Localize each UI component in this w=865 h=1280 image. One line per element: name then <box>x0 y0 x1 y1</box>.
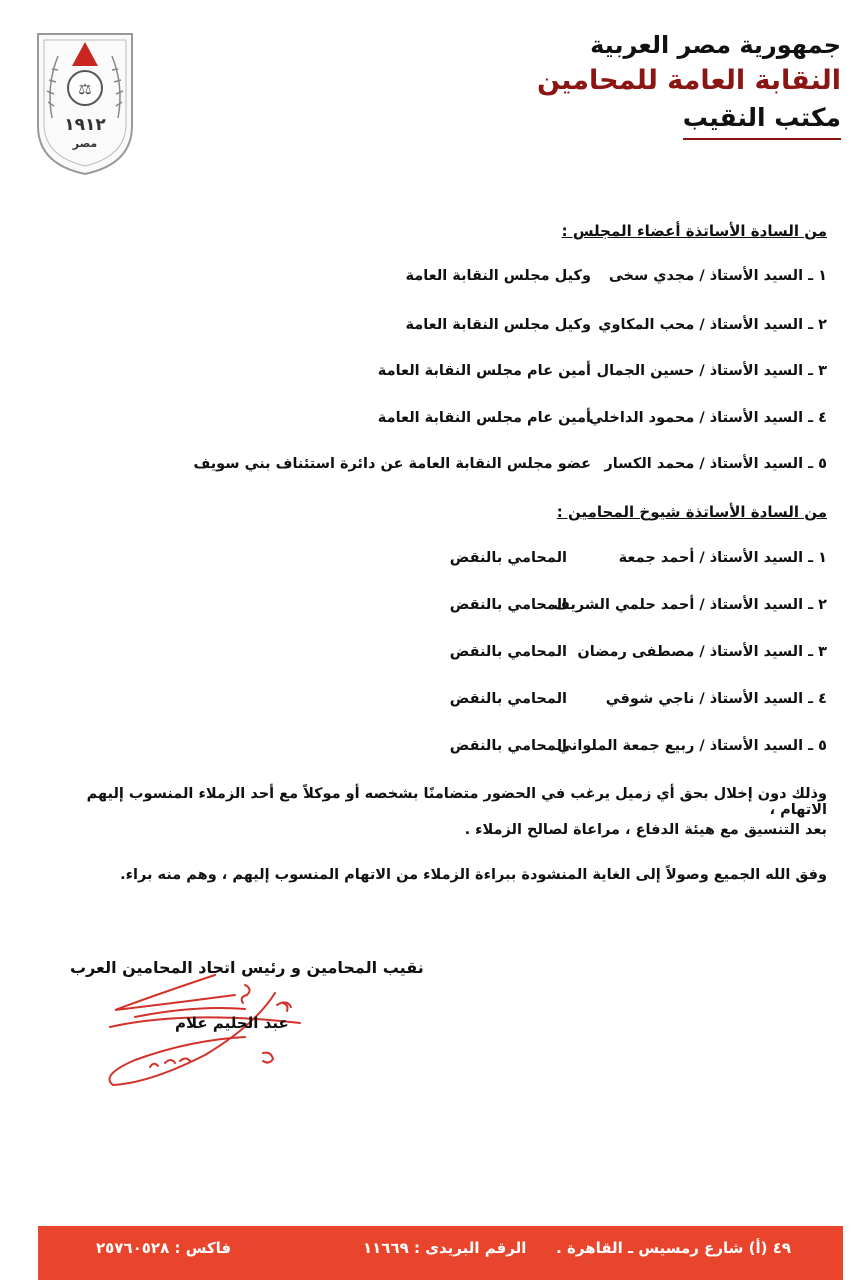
elder-member-row <box>450 644 827 660</box>
council-member-row <box>405 317 827 333</box>
council-member-row <box>378 410 827 426</box>
elder-member-row <box>450 550 827 566</box>
member-role: المحامي بالنقض <box>449 738 567 754</box>
elder-member-row <box>450 738 827 754</box>
footer-fax: فاكس : ٢٥٧٦٠٥٢٨ <box>96 1239 232 1257</box>
body-paragraph-line: وذلك دون إخلال بحق أي زميل يرغب في الحضور متضامنًا بشخصه أو موكلاً مع أحد الزملاء المنسوب إليهم الاتهام ، <box>86 786 827 818</box>
member-role: أمين عام مجلس النقابة العامة <box>377 363 591 379</box>
country-name: جمهورية مصر العربية <box>590 31 841 59</box>
member-role: المحامي بالنقض <box>449 597 567 613</box>
council-section-title: من السادة الأساتذة أعضاء المجلس : <box>561 222 827 240</box>
member-name: ٢ ـ السيد الأستاذ / أحمد حلمي الشريف <box>553 597 827 613</box>
member-name: ٣ ـ السيد الأستاذ / مصطفى رمضان <box>577 644 827 660</box>
member-role: المحامي بالنقض <box>449 644 567 660</box>
footer-bar <box>38 1226 843 1280</box>
member-role: وكيل مجلس النقابة العامة <box>405 317 591 333</box>
council-member-row <box>405 268 827 284</box>
logo-year: ١٩١٢ <box>64 115 106 135</box>
logo-country: مصر <box>72 137 98 150</box>
footer-address: ٤٩ (أ) شارع رمسيس ـ القاهرة . <box>556 1239 791 1257</box>
syndicate-logo <box>28 26 142 176</box>
member-name: ٢ ـ السيد الأستاذ / محب المكاوي <box>598 317 827 333</box>
council-member-row <box>193 456 827 472</box>
member-role: المحامي بالنقض <box>449 550 567 566</box>
member-name: ٥ ـ السيد الأستاذ / محمد الكسار <box>604 456 827 472</box>
footer-postal-code: الرقم البريدى : ١١٦٦٩ <box>363 1239 527 1257</box>
council-member-row <box>378 363 827 379</box>
svg-text:⚖: ⚖ <box>78 80 92 98</box>
member-name: ٤ ـ السيد الأستاذ / ناجي شوقي <box>605 691 827 707</box>
member-role: عضو مجلس النقابة العامة عن دائرة استئناف بني سويف <box>193 456 591 472</box>
elder-member-row <box>450 597 827 613</box>
member-name: ١ ـ السيد الأستاذ / مجدي سخى <box>608 268 827 284</box>
elder-member-row <box>450 691 827 707</box>
member-role: وكيل مجلس النقابة العامة <box>405 268 591 284</box>
letterhead <box>537 28 841 140</box>
member-name: ٣ ـ السيد الأستاذ / حسين الجمال <box>596 363 827 379</box>
syndicate-name: النقابة العامة للمحامين <box>536 65 841 96</box>
office-name: مكتب النقيب <box>683 100 841 140</box>
elders-section-title: من السادة الأساتذة شيوخ المحامين : <box>556 503 827 521</box>
closing-paragraph: وفق الله الجميع وصولاً إلى الغاية المنشودة ببراءة الزملاء من الاتهام المنسوب إليهم ، وهم منه براء. <box>120 867 827 883</box>
signatory-title: نقيب المحامين و رئيس اتحاد المحامين العرب <box>70 958 424 977</box>
member-name: ٤ ـ السيد الأستاذ / محمود الداخلي <box>588 410 827 426</box>
member-name: ١ ـ السيد الأستاذ / أحمد جمعة <box>618 550 827 566</box>
member-name: ٥ ـ السيد الأستاذ / ربيع جمعة الملواني <box>557 738 827 754</box>
signatory-name: عبد الحليم علام <box>175 1014 289 1032</box>
member-role: المحامي بالنقض <box>449 691 567 707</box>
member-role: أمين عام مجلس النقابة العامة <box>377 410 591 426</box>
body-paragraph-line: بعد التنسيق مع هيئة الدفاع ، مراعاة لصالح الزملاء . <box>464 822 827 838</box>
